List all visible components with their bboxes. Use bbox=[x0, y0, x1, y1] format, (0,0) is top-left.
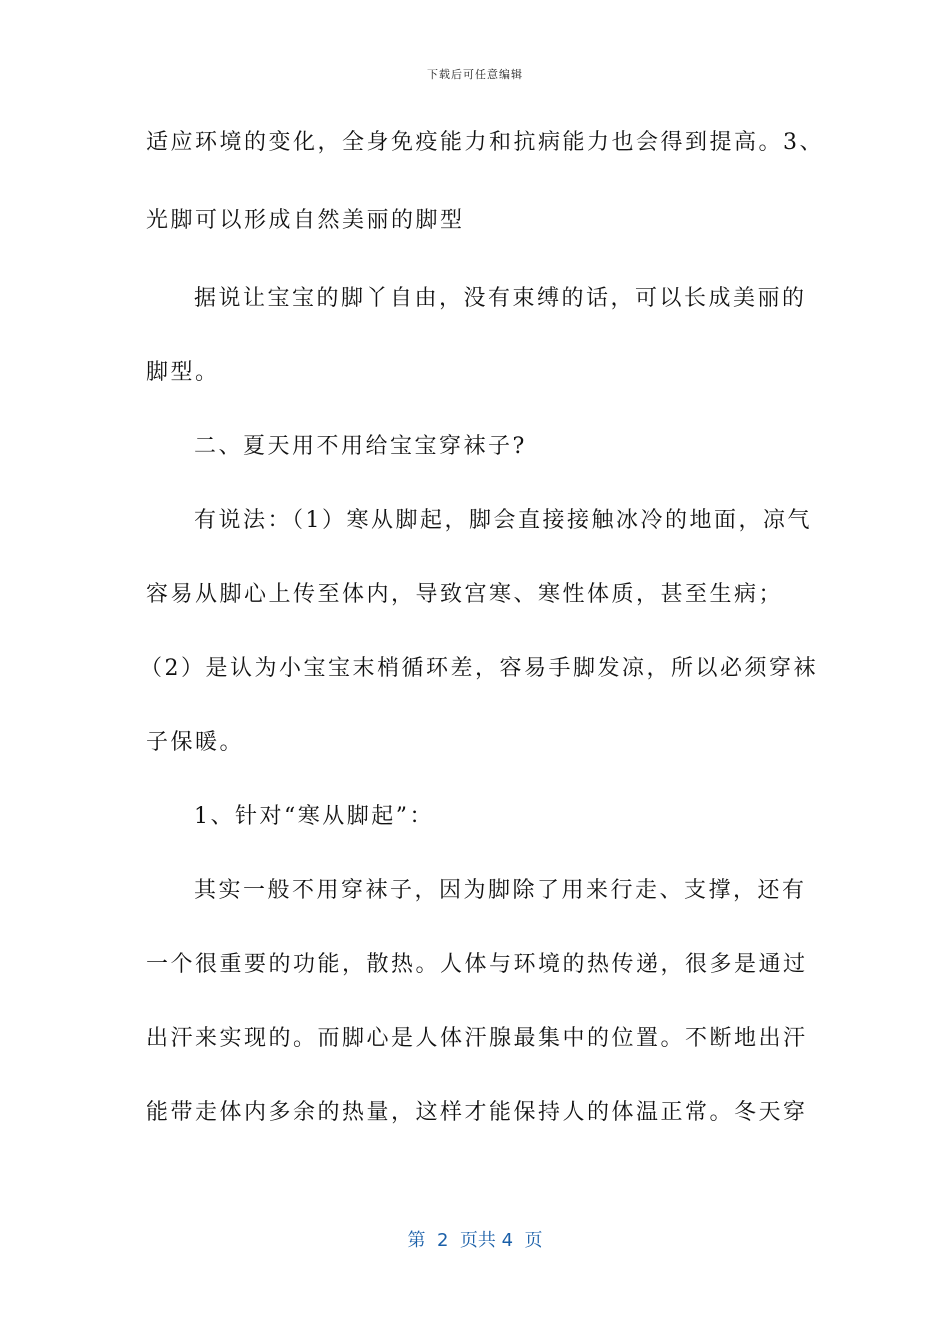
section-heading: 1、针对“寒从脚起”： bbox=[194, 804, 434, 829]
paragraph-line: 据说让宝宝的脚丫自由，没有束缚的话，可以长成美丽的 bbox=[194, 286, 807, 311]
paragraph-line: 出汗来实现的。而脚心是人体汗腺最集中的位置。不断地出汗 bbox=[146, 1026, 808, 1051]
paragraph-line: 一个很重要的功能，散热。人体与环境的热传递，很多是通过 bbox=[146, 952, 808, 977]
paragraph-line: 子保暖。 bbox=[146, 730, 245, 755]
section-heading: 二、夏天用不用给宝宝穿袜子? bbox=[194, 434, 527, 459]
paragraph-line: 适应环境的变化，全身免疫能力和抗病能力也会得到提高。3、 bbox=[146, 130, 824, 155]
section-heading: 光脚可以形成自然美丽的脚型 bbox=[146, 208, 465, 233]
paragraph-line: 其实一般不用穿袜子，因为脚除了用来行走、支撑，还有 bbox=[194, 878, 807, 903]
page-footer: 第 2 页共 4 页 bbox=[407, 1230, 543, 1251]
paragraph-line: 容易从脚心上传至体内，导致宫寒、寒性体质，甚至生病； bbox=[146, 582, 784, 607]
paragraph-line: 脚型。 bbox=[146, 360, 220, 385]
paragraph-line: （2）是认为小宝宝末梢循环差，容易手脚发凉，所以必须穿袜 bbox=[140, 656, 818, 681]
paragraph-line: 有说法：（1）寒从脚起，脚会直接接触冰冷的地面，凉气 bbox=[194, 508, 812, 533]
paragraph-line: 能带走体内多余的热量，这样才能保持人的体温正常。冬天穿 bbox=[146, 1100, 808, 1125]
page-header: 下载后可任意编辑 bbox=[427, 68, 523, 81]
